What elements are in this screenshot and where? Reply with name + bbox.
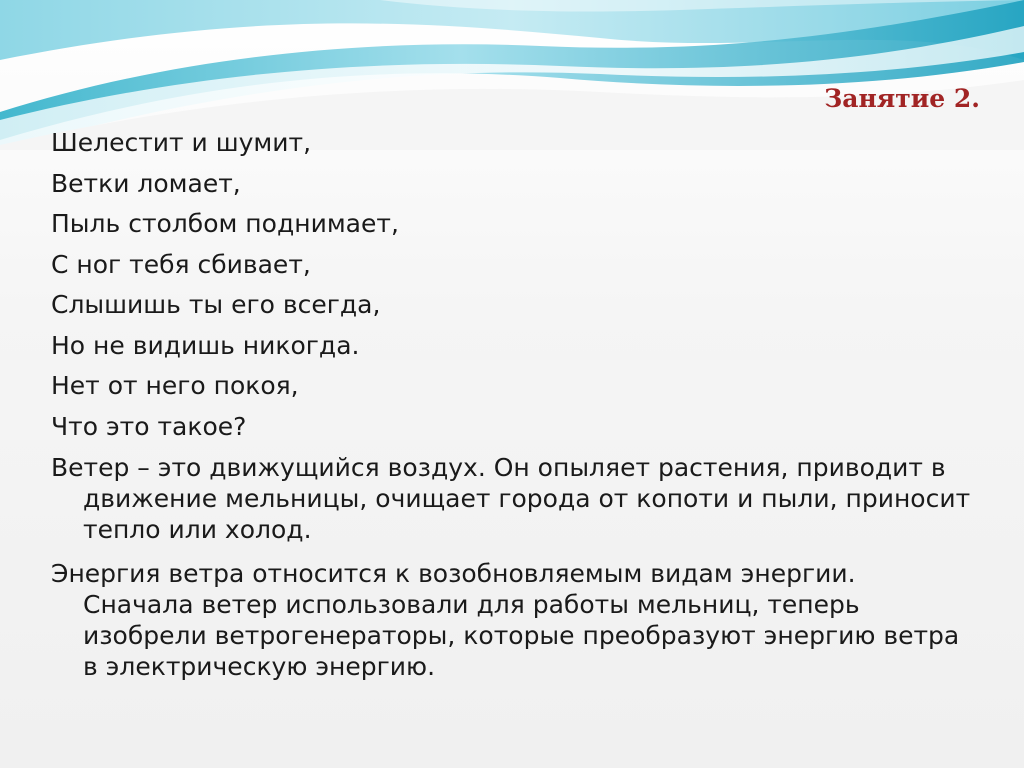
slide-body — [51, 123, 971, 682]
riddle-line: Слышишь ты его всегда, — [51, 290, 381, 319]
wind-description-paragraph: Ветер – это движущийся воздух. Он опыляет растения, приводит в движение мельницы, очищает города от копоти и пыли, приносит тепло или холод. — [51, 453, 971, 544]
riddle-line: Нет от него покоя, — [51, 371, 299, 400]
riddle-line: Пыль столбом поднимает, — [51, 209, 399, 238]
riddle-line: Ветки ломает, — [51, 168, 241, 198]
riddle-line: Но не видишь никогда. — [51, 330, 360, 360]
riddle-line: Шелестит и шумит, — [51, 128, 312, 157]
riddle-line: Что это такое? — [51, 411, 247, 441]
lesson-heading: Занятие 2. — [824, 84, 980, 113]
riddle-line: С ног тебя сбивает, — [51, 249, 311, 279]
wind-energy-paragraph: Энергия ветра относится к возобновляемым видам энергии. Сначала ветер использовали для работы мельниц, теперь изобрели ветрогенераторы, которые преобразуют энергию ветра в электрическую энергию. — [51, 559, 960, 681]
